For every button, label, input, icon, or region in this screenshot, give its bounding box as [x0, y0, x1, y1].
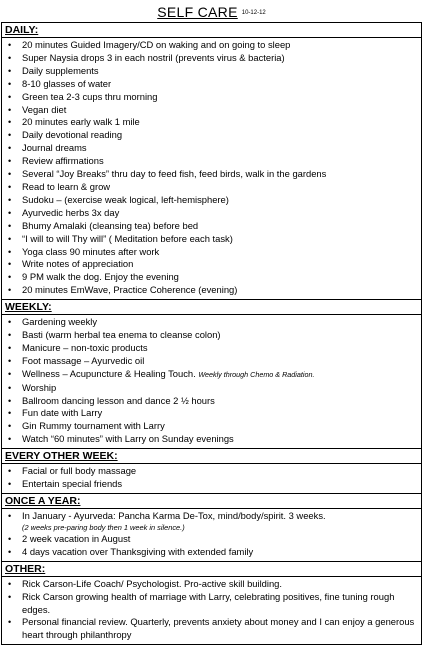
list-item-text: Read to learn & grow	[22, 180, 111, 192]
section-header-row-once-a-year	[2, 494, 422, 509]
bullet-icon: •	[8, 104, 12, 115]
section-header-row-daily	[2, 23, 422, 38]
bullet-icon: •	[8, 143, 12, 154]
list-item	[8, 90, 421, 104]
list-item-text: Daily devotional reading	[22, 129, 123, 141]
bullet-icon: •	[8, 511, 12, 521]
list-item	[8, 545, 421, 559]
list-item-text: Fun date with Larry	[22, 407, 103, 419]
list-item	[8, 394, 421, 408]
bullet-icon: •	[8, 246, 12, 257]
list-item-text: Yoga class 90 minutes after work	[22, 245, 160, 257]
list-item	[8, 284, 421, 297]
bullet-icon: •	[8, 578, 12, 589]
bullet-icon: •	[8, 421, 12, 432]
list-item-text: Journal dreams	[22, 142, 87, 154]
list-item	[8, 77, 421, 91]
bullet-icon: •	[8, 52, 12, 63]
self-care-table-body	[2, 23, 422, 645]
bullet-icon: •	[8, 395, 12, 406]
self-care-table	[1, 22, 422, 645]
section-items-other	[2, 576, 422, 645]
list-item	[8, 590, 421, 617]
list-item	[8, 433, 421, 446]
list-item-text: Super Naysia drops 3 in each nostril (prevents virus & bacteria)	[22, 51, 285, 63]
list-item	[8, 478, 421, 491]
section-items-once-a-year	[2, 509, 422, 562]
list-item-text: Entertain special friends	[22, 478, 123, 490]
bullet-list	[2, 465, 421, 491]
list-item	[8, 367, 421, 382]
list-item-text: Rick Carson growing health of marriage with Larry, celebrating positives, fine tuning rough edges.	[22, 590, 395, 615]
list-item	[8, 116, 421, 129]
bullet-icon: •	[8, 368, 12, 379]
section-header-daily: DAILY:	[2, 23, 422, 38]
list-item-text: 2 week vacation in August	[22, 532, 131, 544]
list-item	[8, 354, 421, 368]
bullet-icon: •	[8, 617, 12, 628]
bullet-icon: •	[8, 259, 12, 270]
list-item-text: 20 minutes early walk 1 mile	[22, 116, 140, 128]
section-items-daily	[2, 38, 422, 300]
section-items-row-every-other-week	[2, 464, 422, 494]
list-item	[8, 193, 421, 207]
bullet-icon: •	[8, 181, 12, 192]
list-item-text: Gardening weekly	[22, 316, 98, 328]
list-item-text: “I will to will Thy will” ( Meditation before each task)	[22, 232, 233, 244]
list-item-text: Gin Rummy tournament with Larry	[22, 420, 165, 432]
list-item-text: 4 days vacation over Thanksgiving with extended family	[22, 545, 254, 557]
section-header-row-every-other-week	[2, 449, 422, 464]
document-date: 10-12-12	[241, 10, 266, 16]
list-item-text: Write notes of appreciation	[22, 258, 134, 270]
bullet-icon: •	[8, 355, 12, 366]
list-item-note: Weekly through Chemo & Radiation.	[198, 369, 315, 379]
bullet-icon: •	[8, 130, 12, 141]
list-item	[8, 420, 421, 433]
list-item	[8, 168, 421, 181]
title-row	[1, 0, 422, 22]
list-item-text: 8-10 glasses of water	[22, 77, 112, 89]
list-item	[8, 39, 421, 52]
document-title: SELF CARE	[157, 4, 238, 20]
list-item	[8, 206, 421, 220]
list-item-text: 20 minutes Guided Imagery/CD on waking and on going to sleep	[22, 39, 291, 50]
bullet-icon: •	[8, 194, 12, 205]
section-items-row-once-a-year	[2, 509, 422, 562]
list-item	[8, 271, 421, 284]
list-item	[8, 64, 421, 78]
list-item-text: Manicure – non-toxic products	[22, 341, 148, 353]
list-item	[8, 232, 421, 246]
list-item-text: Vegan diet	[22, 103, 67, 115]
list-item-text: 20 minutes EmWave, Practice Coherence (evening)	[22, 284, 238, 296]
list-item	[8, 381, 421, 395]
bullet-icon: •	[8, 479, 12, 490]
section-header-other: OTHER:	[2, 561, 422, 576]
bullet-icon: •	[8, 91, 12, 102]
list-item-text: Wellness – Acupuncture & Healing Touch.	[22, 367, 199, 379]
bullet-list	[2, 510, 421, 559]
list-item-text: Bhumy Amalaki (cleansing tea) before bed	[22, 219, 199, 231]
list-item	[8, 465, 421, 478]
list-item-text: 9 PM walk the dog. Enjoy the evening	[22, 271, 179, 283]
bullet-icon: •	[8, 40, 12, 50]
list-item-text: Rick Carson-Life Coach/ Psychologist. Pro-active skill building.	[22, 577, 283, 589]
list-item	[8, 258, 421, 271]
bullet-icon: •	[8, 156, 12, 167]
section-items-row-weekly	[2, 315, 422, 449]
list-item-text: Worship	[22, 381, 57, 393]
bullet-icon: •	[8, 272, 12, 283]
section-header-row-other	[2, 561, 422, 576]
bullet-icon: •	[8, 317, 12, 328]
list-item	[8, 407, 421, 420]
bullet-icon: •	[8, 65, 12, 76]
list-item-text: Review affirmations	[22, 155, 104, 167]
self-care-document	[1, 0, 422, 645]
list-item	[8, 142, 421, 155]
list-item	[8, 510, 421, 533]
bullet-list	[2, 39, 421, 297]
list-item	[8, 329, 421, 342]
list-item	[8, 129, 421, 142]
bullet-icon: •	[8, 169, 12, 180]
list-item-text: Several “Joy Breaks” thru day to feed fish, feed birds, walk in the gardens	[22, 168, 327, 180]
bullet-icon: •	[8, 233, 12, 244]
bullet-icon: •	[8, 78, 12, 89]
list-item	[8, 577, 421, 591]
list-item	[8, 316, 421, 329]
list-item	[8, 341, 421, 355]
list-item	[8, 51, 421, 65]
bullet-icon: •	[8, 408, 12, 419]
section-header-weekly: WEEKLY:	[2, 300, 422, 315]
section-items-row-daily	[2, 38, 422, 300]
list-item-text: Personal financial review. Quarterly, prevents anxiety about money and I can enjoy a generous heart through philanthropy	[22, 616, 415, 641]
list-item-subnote: (2 weeks pre-paring body then 1 week in silence.)	[22, 522, 185, 532]
list-item-text: Green tea 2-3 cups thru morning	[22, 90, 158, 102]
bullet-list	[2, 578, 421, 643]
section-items-row-other	[2, 576, 422, 645]
bullet-icon: •	[8, 330, 12, 341]
bullet-icon: •	[8, 434, 12, 445]
bullet-icon: •	[8, 285, 12, 296]
bullet-icon: •	[8, 382, 12, 393]
list-item	[8, 180, 421, 194]
list-item-text: Sudoku – (exercise weak logical, left-hemisphere)	[22, 193, 229, 205]
list-item-text: Facial or full body massage	[22, 465, 137, 477]
list-item	[8, 245, 421, 259]
bullet-icon: •	[8, 546, 12, 557]
bullet-icon: •	[8, 207, 12, 218]
list-item-text: Foot massage – Ayurvedic oil	[22, 354, 145, 366]
list-item-text: Daily supplements	[22, 64, 99, 76]
bullet-icon: •	[8, 466, 12, 477]
bullet-icon: •	[8, 591, 12, 602]
list-item-text: In January - Ayurveda: Pancha Karma De-Tox, mind/body/spirit. 3 weeks.	[22, 510, 326, 521]
section-header-row-weekly	[2, 300, 422, 315]
list-item-text: Ayurvedic herbs 3x day	[22, 206, 120, 218]
section-items-weekly	[2, 315, 422, 449]
bullet-icon: •	[8, 220, 12, 231]
bullet-list	[2, 316, 421, 446]
section-items-every-other-week	[2, 464, 422, 494]
list-item-text: Ballroom dancing lesson and dance 2 ½ hours	[22, 394, 215, 406]
bullet-icon: •	[8, 342, 12, 353]
bullet-icon: •	[8, 533, 12, 544]
section-header-once-a-year: ONCE A YEAR:	[2, 494, 422, 509]
list-item-text: Basti (warm herbal tea enema to cleanse colon)	[22, 329, 221, 341]
list-item	[8, 616, 421, 642]
section-header-every-other-week: EVERY OTHER WEEK:	[2, 449, 422, 464]
list-item-text: Watch “60 minutes” with Larry on Sunday evenings	[22, 433, 234, 445]
bullet-icon: •	[8, 117, 12, 128]
list-item	[8, 155, 421, 168]
list-item	[8, 103, 421, 117]
list-item	[8, 219, 421, 233]
list-item	[8, 532, 421, 546]
